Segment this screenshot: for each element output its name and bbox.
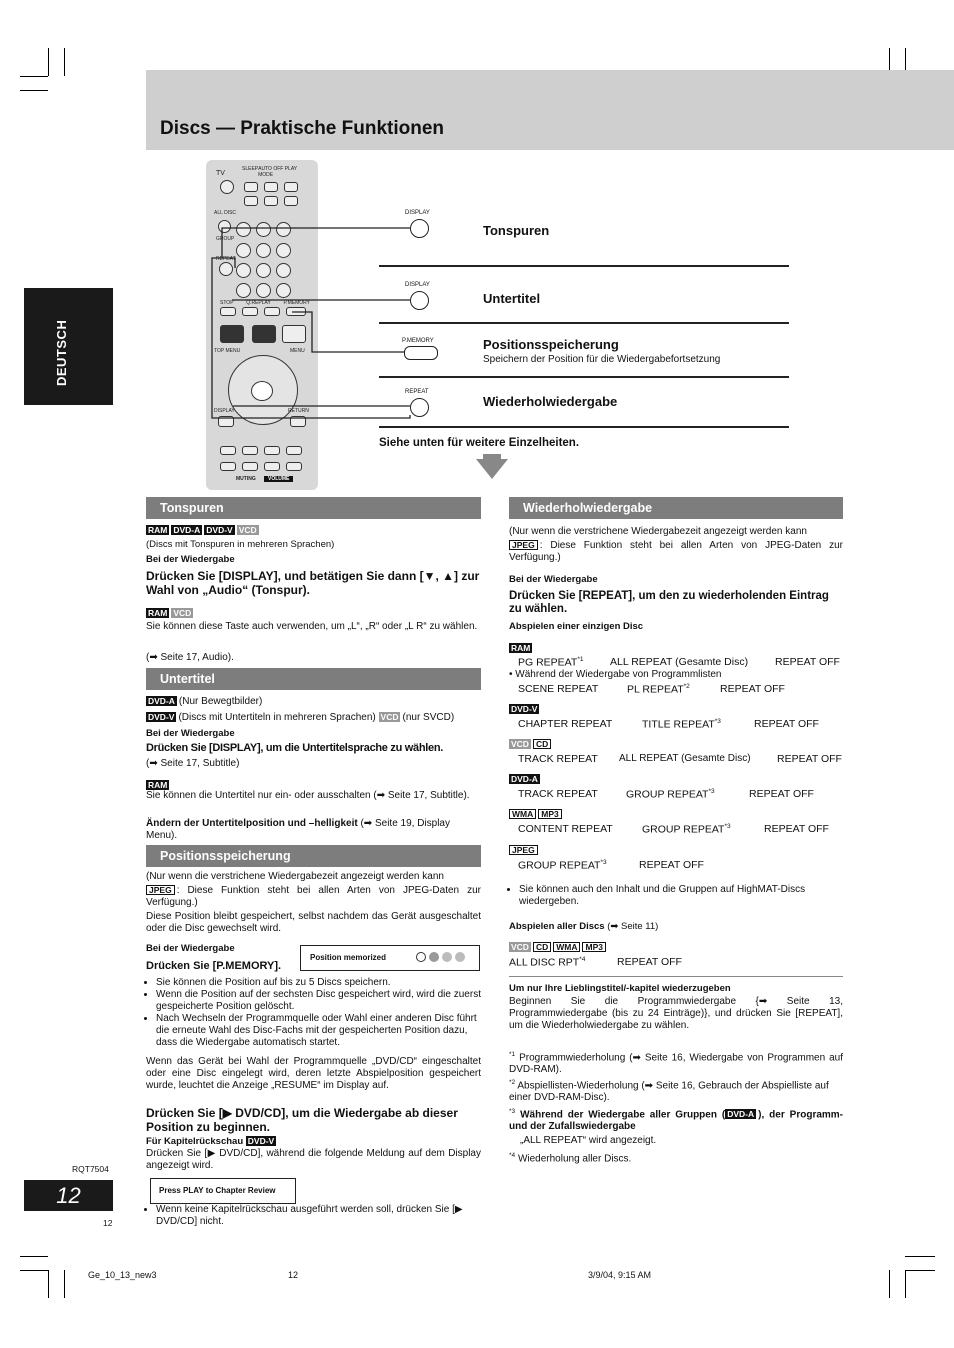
untertitel-dvdv-note: (Discs mit Untertiteln in mehreren Sprachen) (178, 712, 376, 723)
tag-vcd: VCD (511, 739, 529, 749)
footnote-mark: *3 (708, 788, 715, 795)
repeat-all-title (509, 921, 658, 933)
repeat-option-text: ALL DISC RPT (509, 956, 580, 969)
tag-wma: WMA (553, 942, 580, 952)
callout-tonspuren: Tonspuren (483, 223, 550, 238)
crop-mark (905, 1256, 935, 1257)
position-bullet: • Wenn keine Kapitelrückschau ausgeführt werden soll, drücken Sie [▶ DVD/CD] nicht. (156, 1204, 481, 1228)
position-bullet: • Wenn die Position auf der sechsten Disc gespeichert wird, wird die zuerst gespeicherte Position gelöscht. (156, 989, 481, 1013)
repeat-wma-tags (509, 808, 564, 821)
arrow-down-icon (476, 459, 508, 479)
remote-label: TOP MENU (214, 348, 241, 354)
repeat-option (518, 656, 583, 669)
remote-label: RETURN (288, 408, 309, 414)
position-intro: (Nur wenn die verstrichene Wiedergabezeit angezeigt werden kann (146, 871, 444, 882)
crop-mark (64, 1270, 65, 1298)
tonspuren-tags-note: (Discs mit Tonspuren in mehreren Sprachen) (146, 539, 335, 550)
language-tab-label: DEUTSCH (54, 319, 69, 386)
position-memorized-display (300, 945, 480, 971)
callout-subtitle: Speichern der Position für die Wiedergabefortsetzung (483, 354, 721, 365)
crop-mark (20, 1256, 48, 1257)
remote-label: VOLUME (264, 476, 293, 482)
tag-wma: WMA (509, 809, 536, 819)
page-number-small: 12 (103, 1218, 113, 1228)
chapter-review-text: Press PLAY to Chapter Review (159, 1186, 276, 1195)
untertitel-vcd-note: (nur SVCD) (402, 712, 455, 723)
position-para: Wenn das Gerät bei Wahl der Programmquelle „DVD/CD“ eingeschaltet oder eine Disc eingelegt wird, deren letzte Abspielposition gespeichert wurde, leuchtet die Anzeige „RESUME“ im Display auf. (146, 1056, 481, 1091)
repeat-ram-bullet-text: Während der Wiedergabe von Programmlisten (515, 669, 722, 680)
pmemory-button-label: P.MEMORY (402, 338, 434, 344)
crop-mark (48, 1270, 49, 1298)
repeat-highmat (509, 884, 843, 908)
tag-jpeg: JPEG (509, 540, 538, 550)
repeat-dvdv-tag (509, 703, 541, 716)
tonspuren-tags (146, 524, 261, 537)
footnote-2 (509, 1077, 843, 1104)
tonspuren-note: Sie können diese Taste auch verwenden, um „L“, „R“ oder „L R“ zu wählen. (146, 621, 478, 632)
footer-page: 12 (288, 1270, 299, 1280)
position-memorized-text: Position memorized (310, 953, 387, 962)
repeat-ram-tag (509, 642, 534, 655)
untertitel-change-title: Ändern der Untertitelposition und –helligkeit (146, 818, 358, 829)
divider (379, 265, 789, 267)
repeat-option-text: GROUP REPEAT (626, 788, 709, 801)
tag-dvdv: DVD-V (206, 525, 233, 535)
repeat-button-icon (410, 398, 429, 417)
during-playback: Bei der Wiedergabe (146, 728, 235, 739)
repeat-button-label: REPEAT (405, 389, 429, 395)
untertitel-dvda-note: (Nur Bewegtbilder) (178, 696, 263, 707)
repeat-option: SCENE REPEAT (518, 683, 599, 695)
tag-dvdv: DVD-V (511, 704, 538, 714)
repeat-option (642, 823, 731, 836)
callout-wiederholwiedergabe: Wiederholwiedergabe (483, 394, 618, 409)
position-last-bullet (146, 1204, 481, 1228)
disc-indicator-icon (416, 952, 426, 962)
tag-mp3: MP3 (538, 809, 561, 819)
tag-vcd: VCD (380, 712, 399, 722)
tag-dvda: DVD-A (148, 696, 175, 706)
repeat-all-bold: Abspielen aller Discs (509, 921, 605, 932)
remote-label: Q.REPLAY (246, 300, 271, 306)
tag-dvda: DVD-A (173, 525, 201, 535)
display-button-icon (410, 291, 429, 310)
repeat-ram-bullet: • Während der Wiedergabe von Programmlisten (509, 669, 722, 680)
footnote-mark: *1 (509, 1051, 516, 1058)
repeat-option: REPEAT OFF (777, 753, 842, 765)
position-bullets (146, 977, 481, 1049)
tag-dvda: DVD-A (511, 774, 538, 784)
repeat-option: REPEAT OFF (775, 656, 840, 668)
doc-code: RQT7504 (72, 1164, 109, 1174)
divider (379, 322, 789, 324)
repeat-press: Drücken Sie [REPEAT], um den zu wiederholenden Eintrag zu wählen. (509, 590, 829, 615)
disc-indicator-icon (455, 952, 465, 962)
remote-label: ALL DISC (214, 210, 237, 216)
repeat-fav-text: Beginnen Sie die Programmwiedergabe {➡ Seite 13, Programmwiedergabe (bis zu 24 Einträge)}, und drücken Sie [REPEAT], um die Wiederholwiedergabe zu wählen. (509, 996, 843, 1031)
callout-positionsspeicherung: Positionsspeicherung (483, 337, 619, 352)
repeat-option: REPEAT OFF (720, 683, 785, 695)
tv-label: TV (216, 170, 225, 177)
footnote-text: Wiederholung aller Discs. (517, 1153, 632, 1165)
repeat-highmat-text: • Sie können auch den Inhalt und die Gruppen auf HighMAT-Discs wiedergeben. (519, 884, 843, 908)
tag-vcd: VCD (173, 608, 192, 618)
repeat-single-title: Abspielen einer einzigen Disc (509, 621, 644, 632)
tonspuren-ref: (➡ Seite 17, Audio). (146, 652, 234, 663)
tag-ram: RAM (148, 525, 168, 535)
repeat-option (642, 718, 721, 731)
section-header-position: Positionsspeicherung (146, 845, 481, 867)
repeat-option: REPEAT OFF (754, 718, 819, 730)
repeat-option (627, 683, 690, 696)
remote-label: AUTO OFF PLAY MODE (258, 166, 298, 178)
repeat-option: REPEAT OFF (749, 788, 814, 800)
repeat-option: TRACK REPEAT (518, 753, 598, 765)
footnote-1 (509, 1049, 843, 1076)
tag-cd: CD (533, 739, 551, 749)
repeat-option (626, 788, 715, 801)
footnote-mark: *4 (579, 956, 586, 963)
crop-mark (905, 1270, 906, 1298)
footnote-mark: *3 (714, 718, 721, 725)
tag-jpeg: JPEG (146, 885, 175, 895)
during-playback: Bei der Wiedergabe (509, 574, 598, 585)
repeat-option: CONTENT REPEAT (518, 823, 613, 835)
repeat-option: TRACK REPEAT (518, 788, 598, 800)
during-playback: Bei der Wiedergabe (146, 554, 235, 565)
footer-timestamp: 3/9/04, 9:15 AM (588, 1270, 652, 1280)
divider (379, 426, 789, 428)
crop-mark (889, 1270, 890, 1298)
tag-vcd: VCD (511, 942, 529, 952)
crop-mark (905, 1270, 935, 1271)
position-bullet: • Nach Wechseln der Programmquelle oder Wahl einer anderen Disc führt die erneute Wahl des Disc-Fachs mit der gespeicherten Position dazu, dass die Wiedergabe automatisch startet. (156, 1013, 481, 1049)
repeat-jpeg-tag (509, 844, 540, 857)
connector-lines (0, 0, 954, 500)
disc-indicator-icon (429, 952, 439, 962)
remote-label: MENU (290, 348, 305, 354)
remote-label: REPEAT (216, 256, 236, 262)
position-chapter-line (146, 1136, 278, 1148)
repeat-all-tags (509, 941, 608, 954)
repeat-option-text: PG REPEAT (518, 656, 578, 669)
repeat-vcd-tags (509, 738, 553, 751)
during-playback: Bei der Wiedergabe (146, 943, 235, 954)
footnote-mark: *1 (577, 656, 584, 663)
tonspuren-instruction: Drücken Sie [DISPLAY], und betätigen Sie dann [▼, ▲] zur Wahl von „Audio“ (Tonspur). (146, 569, 480, 597)
repeat-option: REPEAT OFF (764, 823, 829, 835)
repeat-option-text: GROUP REPEAT (518, 859, 601, 872)
footnote-mark: *3 (724, 823, 731, 830)
footnote-mark: *3 (600, 859, 607, 866)
repeat-option: ALL REPEAT (Gesamte Disc) (619, 753, 751, 764)
crop-mark (20, 1270, 48, 1271)
untertitel-dvda-line (146, 696, 262, 708)
tag-mp3: MP3 (582, 942, 605, 952)
remote-label: SLEEP (242, 166, 259, 172)
repeat-jpeg-line (509, 540, 843, 564)
repeat-option-text: GROUP REPEAT (642, 823, 725, 836)
tag-jpeg: JPEG (509, 845, 538, 855)
display-button-label: DISPLAY (405, 210, 430, 216)
footnote-text: Programmwiederholung (➡ Seite 16, Wiedergabe von Programmen auf DVD-RAM). (509, 1052, 844, 1076)
tag-ram: RAM (511, 643, 531, 653)
remote-label: P.MEMORY (283, 300, 310, 306)
tag-ram: RAM (148, 780, 168, 790)
footnote-mark: *3 (509, 1108, 516, 1115)
footnote-3-note: „ALL REPEAT“ wird angezeigt. (520, 1135, 657, 1146)
repeat-option: REPEAT OFF (639, 859, 704, 871)
remote-label: MUTING (236, 476, 256, 482)
remote-label: GROUP (216, 236, 235, 242)
repeat-dvda-tag (509, 773, 542, 786)
section-header-tonspuren: Tonspuren (146, 497, 481, 519)
repeat-option-text: TITLE REPEAT (642, 718, 715, 731)
repeat-all-ref: (➡ Seite 11) (607, 921, 659, 932)
footnote-mark: *2 (683, 683, 690, 690)
footnote-mark: *4 (509, 1152, 516, 1159)
remote-label: DISPLAY (214, 408, 235, 414)
repeat-option: CHAPTER REPEAT (518, 718, 613, 730)
chapter-review-title: Für Kapitelrückschau (146, 1136, 244, 1147)
pmemory-button-icon (404, 346, 438, 360)
display-button-icon (410, 219, 429, 238)
remote-label: STOP (220, 300, 234, 306)
repeat-option: REPEAT OFF (617, 956, 682, 968)
repeat-option-text: PL REPEAT (627, 683, 684, 696)
position-bullet: • Sie können die Position auf bis zu 5 Discs speichern. (156, 977, 481, 989)
repeat-intro: (Nur wenn die verstrichene Wiedergabezeit angezeigt werden kann (509, 526, 807, 537)
untertitel-change-ref: (➡ Seite 19, Display Menu). (146, 818, 450, 841)
footnote-4 (509, 1150, 631, 1165)
position-chapter-text: Drücken Sie [▶ DVD/CD], während die folgende Meldung auf dem Display angezeigt wird. (146, 1148, 481, 1171)
footnote-mark: *2 (509, 1079, 516, 1086)
section-header-untertitel: Untertitel (146, 668, 481, 690)
display-button-label: DISPLAY (405, 282, 430, 288)
tag-dvda: DVD-A (727, 1109, 755, 1120)
tonspuren-tags2 (146, 607, 195, 620)
position-press: Drücken Sie [P.MEMORY]. (146, 960, 282, 972)
tag-dvdv: DVD-V (247, 1136, 275, 1146)
repeat-option: ALL REPEAT (Gesamte Disc) (610, 656, 749, 668)
position-intro2: : Diese Funktion steht bei allen Arten von JPEG-Daten zur Verfügung.) (146, 885, 481, 908)
divider (379, 376, 789, 378)
repeat-fav-title: Um nur Ihre Lieblingstitel/-kapitel wiederzugeben (509, 983, 731, 994)
footnote-text: Während der Wiedergabe aller Gruppen ( (520, 1109, 726, 1121)
repeat-intro2: : Diese Funktion steht bei allen Arten von JPEG-Daten zur Verfügung.) (509, 540, 843, 563)
section-header-repeat: Wiederholwiedergabe (509, 497, 843, 519)
tag-dvdv: DVD-V (148, 712, 175, 722)
repeat-option (509, 956, 585, 969)
untertitel-instruction: Drücken Sie [DISPLAY], um die Untertitelsprache zu wählen. (146, 742, 443, 754)
footnote-text: ), der Programm- und der Zufallswiedergabe (509, 1109, 844, 1133)
page-title: Discs — Praktische Funktionen (160, 118, 445, 139)
chapter-review-display (150, 1178, 296, 1204)
position-intro3: Diese Position bleibt gespeichert, selbst nachdem das Gerät ausgeschaltet oder die Disc gewechselt wird. (146, 911, 481, 934)
position-jpeg-line (146, 885, 481, 909)
tag-cd: CD (533, 942, 551, 952)
position-press2: Drücken Sie [▶ DVD/CD], um die Wiedergabe ab dieser Position zu beginnen. (146, 1106, 458, 1134)
disc-indicator-icon (442, 952, 452, 962)
page-number: 12 (24, 1180, 113, 1211)
footnote-3 (509, 1106, 843, 1133)
callout-untertitel: Untertitel (483, 291, 541, 306)
footnote-text: Abspiellisten-Wiederholung (➡ Seite 16, Gebrauch der Abspielliste auf einer DVD-RAM-Disc). (509, 1080, 829, 1104)
repeat-option (518, 859, 607, 872)
untertitel-ram-note: Sie können die Untertitel nur ein- oder ausschalten (➡ Seite 17, Subtitle). (146, 790, 470, 801)
tag-vcd: VCD (238, 525, 257, 535)
see-below-note: Siehe unten für weitere Einzelheiten. (379, 437, 580, 449)
untertitel-dvdv-line (146, 712, 454, 724)
footer-file: Ge_10_13_new3 (88, 1270, 157, 1280)
divider (509, 976, 843, 977)
untertitel-change (146, 818, 481, 842)
untertitel-ref: (➡ Seite 17, Subtitle) (146, 758, 240, 769)
tag-ram: RAM (148, 608, 168, 618)
